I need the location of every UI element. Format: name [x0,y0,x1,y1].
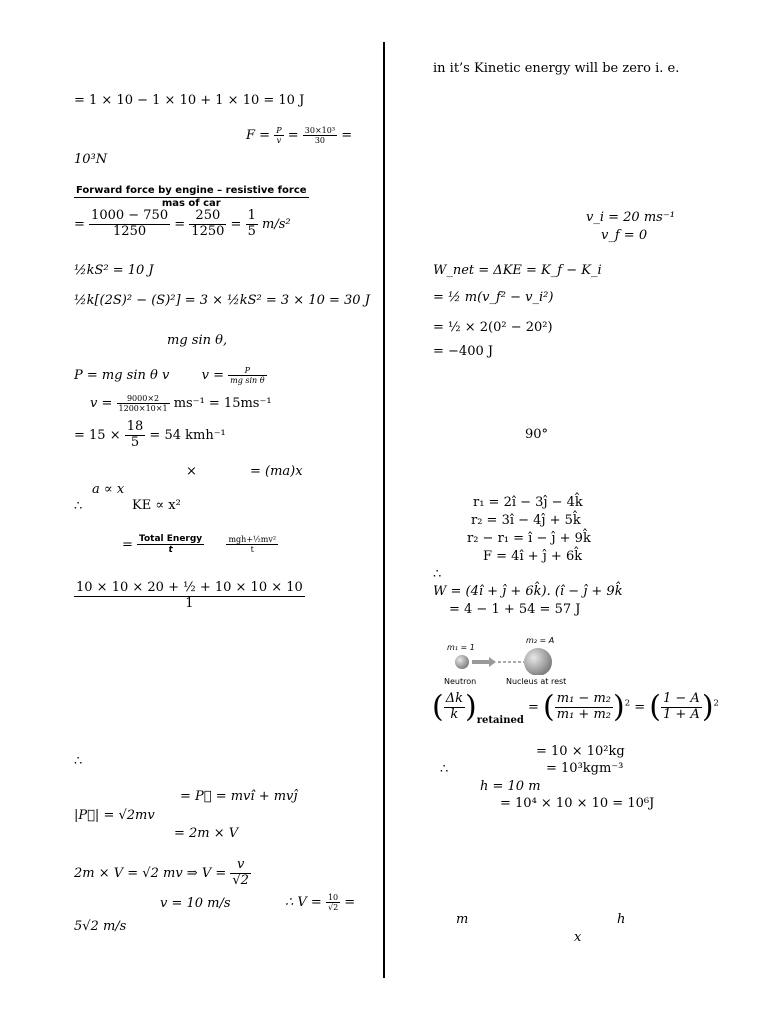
paren-close: ) [701,689,714,725]
kmh-lhs: = 15 × [74,427,121,443]
fraction-10-over-root2 [326,893,340,912]
momentum-magnitude: |P⃗| = √2mv [74,808,155,823]
collision-diagram [440,635,570,675]
fraction-A-ratio [661,692,702,723]
equals-sign: = [122,537,133,553]
fraction-force-over-mass [74,185,309,209]
paren-open: ( [543,689,555,725]
energy-retained-ratio: ( $\frac{\Delta k}{k}$ )$_{retained}$ = ( $\frac{\text{m₁ − m₂}}{\text{m₁ + m₂}}$ )$^2$ = ( $\frac{1 - A}{1 + A}$ )$^2$ [432,689,719,726]
therefore-symbol: ∴ [74,499,83,514]
acceleration-calculation [74,209,291,240]
fraction-velocity-value [117,394,170,413]
equation-force [246,126,352,145]
position-vector-r1: r₁ = 2î − 3ĵ − 4k̂ [473,495,583,510]
numerator: P [228,366,266,376]
numerator: v [230,858,251,874]
times-sign: × [186,464,197,479]
spring-energy-2: ½k[(2S)² − (S)²] = 3 × ½kS² = 3 × 10 = 30 J [74,293,370,308]
collision-figure [440,635,570,687]
work-step-1: = ½ m(v_f² − v_i²) [433,290,554,305]
velocity-calculation [90,394,272,413]
fraction-mgh [226,535,278,554]
paren-close: ) [613,689,625,725]
therefore-symbol: ∴ [433,567,442,582]
numerator: Total Energy [139,534,203,544]
equals-sign: = [341,128,353,144]
numerator: 1 − A [663,691,700,706]
fraction-total-energy [137,534,204,556]
denominator: m₁ + m₂ [556,706,611,722]
force-vector: F = 4î + ĵ + 6k̂ [483,549,583,564]
position-vector-r2: r₂ = 3î − 4ĵ + 5k̂ [471,513,581,528]
fraction-acc-3 [246,209,258,240]
height-value: h = 10 m [480,779,541,794]
acceleration-definition [74,185,309,209]
velocity-result: ms⁻¹ = 15ms⁻¹ [173,396,272,412]
paren-close: ) [464,689,477,725]
denominator: √2 [327,903,339,913]
velocity-value: v = 10 m/s [160,896,231,911]
column-divider [383,42,385,978]
denominator: t [250,545,254,555]
fraction-mass-ratio [555,692,613,723]
denominator: 1 [185,595,194,611]
denominator: 5 [130,434,140,450]
kmh-conversion [74,420,226,451]
kmh-result: = 54 kmh⁻¹ [149,427,226,443]
ke-proportional: KE ∝ x² [132,498,181,513]
mass-value: = 10 × 10²kg [536,744,625,759]
density-value: = 10³kgm⁻³ [546,761,624,776]
denominator: k [450,706,459,722]
denominator: mg sin θ [230,376,265,386]
velocity-final-result: 5√2 m/s [74,919,127,934]
equation-work-sum: = 1 × 10 − 1 × 10 + 1 × 10 = 10 J [74,93,305,108]
power-lhs: P = mg sin θ v [74,368,170,384]
denominator: 5 [247,223,256,239]
acceleration-proportional: a ∝ x [92,482,125,497]
velocity-V-lhs: ∴ V = [285,895,322,911]
denominator: mas of car [161,197,221,209]
displacement-vector: r₂ − r₁ = î − ĵ + 9k̂ [467,531,591,546]
acceleration-unit: m/s² [262,216,291,232]
work-energy-theorem: W_net = ΔKE = K_f − K_i [433,263,602,278]
numerator: m₁ − m₂ [556,691,611,706]
arrow-shaft [472,660,489,664]
denominator: t [168,545,173,556]
energy-value: = 10⁴ × 10 × 10 = 10⁶J [500,796,655,811]
numerator: 9000×2 [117,394,170,404]
fraction-energy [74,581,305,612]
velocity-derivation [74,858,251,889]
equals-sign: = [634,699,646,715]
denominator: v [276,136,282,146]
work-dot-product: W = (4î + ĵ + 6k̂). (î − ĵ + 9k̂ [433,584,623,599]
fraction-acc-2 [189,209,226,240]
momentum-2mV: = 2m × V [174,826,239,841]
numerator: Δk [445,691,463,706]
numerator: 250 [189,209,226,225]
mass-label-m1: m₁ = 1 [447,643,475,652]
work-step-2: = ½ × 2(0² − 20²) [433,320,553,335]
force-lhs: F = [246,128,271,144]
fraction-p-over-v [274,126,283,145]
mass-label-m2: m₂ = A [526,636,555,645]
therefore-symbol: ∴ [74,754,83,769]
equals-sign: = [344,895,356,911]
fraction-v-over-root2 [230,858,251,889]
neutron-ball [455,655,469,669]
equals-sign: = [230,216,242,232]
nucleus-ball [524,648,552,675]
numerator: 1 [247,208,256,223]
paren-open: ( [432,689,444,725]
velocity-lhs: v = [201,368,224,384]
denominator: 1200×10×1 [118,404,168,414]
therefore-symbol: ∴ [440,762,449,777]
equals-sign: = [287,128,299,144]
denominator: 1250 [113,223,147,239]
work-dot-result: = 4 − 1 + 54 = 57 J [449,602,581,617]
work-result: = −400 J [433,344,494,359]
denominator: 30 [314,136,325,146]
energy-big-fraction [74,581,305,612]
denominator: 1 + A [663,706,700,722]
fraction-18-over-5 [125,420,146,451]
velocity-V-result [285,893,355,912]
fraction-force-value [303,126,337,145]
denominator: √2 [232,872,249,888]
numerator: 30×10³ [304,126,336,135]
velocity-lhs: v = [90,396,113,412]
equals-sign: = [74,216,85,232]
fraction-acc-1 [89,209,170,240]
fraction-velocity [228,366,266,385]
power-total-energy [122,534,278,556]
spring-energy-1: ½kS² = 10 J [74,263,154,278]
numerator: mgh+½mv² [228,535,277,545]
velocity-lhs: 2m × V = √2 mv ⇒ V = [74,865,227,881]
paren-open: ( [649,689,661,725]
mg-sin-theta: mg sin θ, [167,333,228,348]
numerator: 10 × 10 × 20 + ½ + 10 × 10 × 10 [76,580,303,595]
nucleus-label: Nucleus at rest [506,677,567,686]
retained-subscript: retained [476,714,524,726]
numerator: 1000 − 750 [91,208,169,223]
numerator: P [276,126,282,135]
mass-symbol: m [456,912,469,927]
initial-velocity: v_i = 20 ms⁻¹ [586,210,675,225]
momentum-vector: = P⃗ = mvî + mvĵ [180,789,298,804]
neutron-label: Neutron [444,677,477,686]
equals-sign: = [528,699,539,715]
numerator: Forward force by engine – resistive force [76,185,307,196]
height-symbol: h [617,912,626,927]
fraction-dk-over-k [444,692,465,723]
power-equation [74,366,267,385]
force-result: 10³N [74,152,108,167]
denominator: 1250 [191,223,225,239]
angle-value: 90° [525,427,549,442]
equals-sign: = [174,216,186,232]
displacement-symbol: x [574,930,582,945]
final-velocity: v_f = 0 [601,228,648,243]
force-ma-x: = (ma)x [250,464,303,479]
kinetic-energy-intro: in it’s Kinetic energy will be zero i. e. [433,61,680,76]
arrow-head [489,657,496,667]
numerator: 18 [126,419,144,434]
numerator: 10 [327,893,339,902]
